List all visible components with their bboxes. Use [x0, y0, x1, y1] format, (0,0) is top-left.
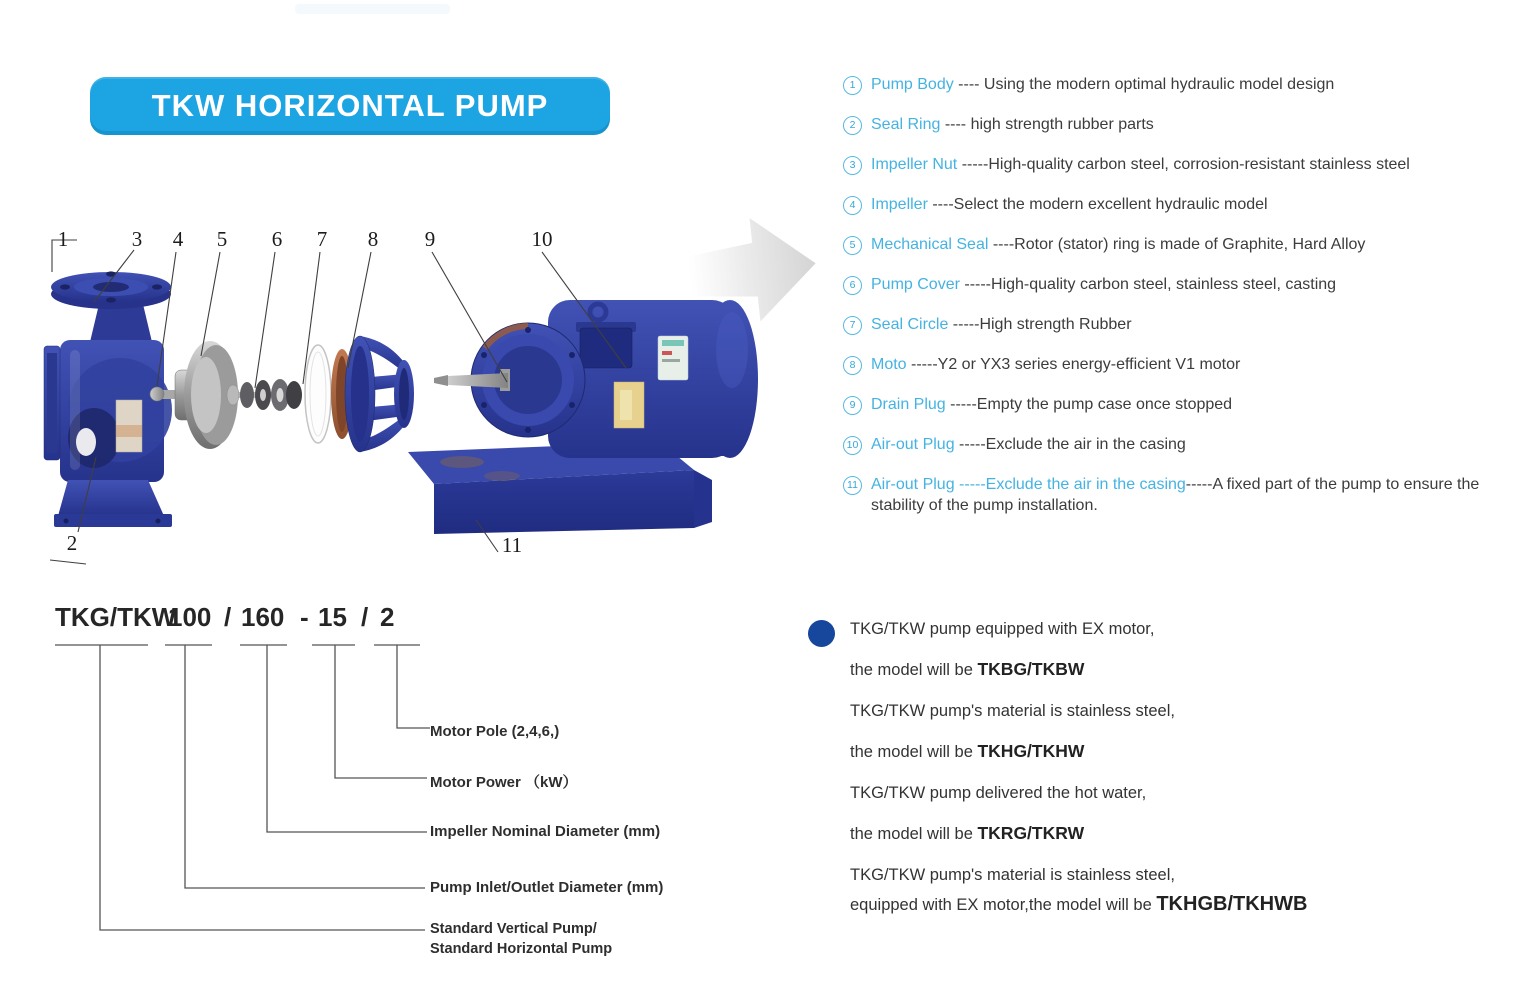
title-banner [90, 77, 610, 135]
callout-2: 2 [66, 531, 78, 555]
parts-list [843, 74, 1511, 535]
part-description: -----Y2 or YX3 series energy-efficient V1 motor [906, 356, 1241, 373]
part-description: -----High strength Rubber [948, 316, 1132, 333]
variant-model-code: TKHGB/TKHWB [1156, 893, 1308, 915]
parts-list-item [843, 194, 1511, 215]
parts-list-item [843, 314, 1511, 335]
variant-model-code: TKHG/TKHW [977, 741, 1085, 761]
parts-list-item [843, 114, 1511, 135]
pump-exploded-diagram [30, 210, 790, 570]
variant-line [850, 618, 1450, 640]
page-title: TKW HORIZONTAL PUMP [151, 88, 549, 123]
part-name: Drain Plug [871, 396, 946, 413]
part-name: Seal Ring [871, 116, 941, 133]
variant-line [850, 659, 1450, 681]
parts-list-item [843, 354, 1511, 375]
callout-9: 9 [424, 227, 436, 251]
part-number-badge: 10 [843, 436, 862, 455]
label-motor-power: Motor Power （kW） [430, 774, 578, 791]
label-standard-horizontal: Standard Horizontal Pump [430, 941, 613, 957]
variant-model-code: TKBG/TKBW [977, 659, 1085, 679]
label-impeller-diameter: Impeller Nominal Diameter (mm) [430, 823, 661, 840]
callout-8: 8 [367, 227, 379, 251]
callout-7: 7 [316, 227, 328, 251]
part-name: Moto [871, 356, 907, 373]
model-impeller-diameter: 160 [241, 602, 285, 632]
variant-text: the model will be [850, 743, 978, 761]
variant-text: TKG/TKW pump delivered the hot water, [850, 784, 1147, 802]
part-number-badge: 11 [843, 476, 862, 495]
variant-model-code: TKRG/TKRW [977, 823, 1085, 843]
part-description: ---- high strength rubber parts [940, 116, 1154, 133]
parts-list-item [843, 394, 1511, 415]
callout-11: 11 [501, 533, 523, 557]
part-description: ---- Using the modern optimal hydraulic model design [953, 76, 1335, 93]
part-description: ----Select the modern excellent hydraulic model [927, 196, 1268, 213]
variant-text: TKG/TKW pump's material is stainless steel, [850, 866, 1175, 884]
seal-circle [305, 345, 331, 443]
label-motor-pole: Motor Pole (2,4,6,) [430, 723, 560, 740]
variant-line [850, 894, 1450, 916]
model-motor-pole: 2 [380, 602, 395, 632]
part-name: Impeller Nut [871, 156, 958, 173]
callout-4: 4 [172, 227, 184, 251]
part-name: Mechanical Seal [871, 236, 989, 253]
callout-3: 3 [131, 227, 143, 251]
callout-1: 1 [57, 227, 69, 251]
model-separator: - [300, 602, 309, 632]
part-description: -----Exclude the air in the casing [954, 436, 1186, 453]
part-name: Air-out Plug -----Exclude the air in the casing [871, 476, 1186, 493]
model-series: TKG/TKW [55, 602, 177, 632]
part-description: -----High-quality carbon steel, corrosion-resistant stainless steel [957, 156, 1410, 173]
part-number-badge: 2 [843, 116, 862, 135]
parts-list-item [843, 274, 1511, 295]
part-number-badge: 8 [843, 356, 862, 375]
part-number-badge: 7 [843, 316, 862, 335]
callout-6: 6 [271, 227, 283, 251]
bullet-icon [808, 620, 835, 647]
part-number-badge: 1 [843, 76, 862, 95]
pump-cover [331, 336, 414, 452]
part-description: ----Rotor (stator) ring is made of Graphite, Hard Alloy [988, 236, 1366, 253]
part-name: Impeller [871, 196, 928, 213]
variant-text: the model will be [850, 825, 978, 843]
variant-line [850, 782, 1450, 804]
callout-5: 5 [216, 227, 228, 251]
model-code-connectors [40, 640, 740, 970]
part-name: Pump Cover [871, 276, 960, 293]
motor [434, 300, 758, 458]
label-standard-vertical: Standard Vertical Pump/ [430, 921, 597, 937]
variant-line [850, 864, 1450, 886]
variant-line [850, 823, 1450, 845]
label-inlet-outlet: Pump Inlet/Outlet Diameter (mm) [430, 879, 664, 896]
callout-10: 10 [531, 227, 553, 251]
variant-line [850, 700, 1450, 722]
variant-text: TKG/TKW pump equipped with EX motor, [850, 620, 1155, 638]
model-separator: / [361, 602, 369, 632]
model-inlet-diameter: 100 [168, 602, 212, 632]
part-number-badge: 3 [843, 156, 862, 175]
variant-text: equipped with EX motor,the model will be [850, 896, 1157, 914]
page-top-artifact [295, 4, 450, 14]
variant-text: TKG/TKW pump's material is stainless steel, [850, 702, 1175, 720]
part-number-badge: 5 [843, 236, 862, 255]
part-description: -----A fixed part of the pump to ensure the stability of the pump installation. [871, 476, 1480, 514]
part-name: Air-out Plug [871, 436, 955, 453]
model-variants [850, 618, 1450, 935]
mechanical-seal [227, 379, 302, 411]
part-name: Pump Body [871, 76, 954, 93]
part-name: Seal Circle [871, 316, 949, 333]
model-separator: / [224, 602, 232, 632]
part-description: -----High-quality carbon steel, stainless steel, casting [959, 276, 1337, 293]
part-number-badge: 6 [843, 276, 862, 295]
parts-list-item [843, 74, 1511, 95]
variant-line [850, 741, 1450, 763]
part-number-badge: 4 [843, 196, 862, 215]
part-number-badge: 9 [843, 396, 862, 415]
parts-list-item [843, 154, 1511, 175]
model-motor-power: 15 [318, 602, 347, 632]
part-description: -----Empty the pump case once stopped [945, 396, 1233, 413]
parts-list-item [843, 474, 1511, 516]
parts-list-item [843, 234, 1511, 255]
parts-list-item [843, 434, 1511, 455]
variant-text: the model will be [850, 661, 978, 679]
